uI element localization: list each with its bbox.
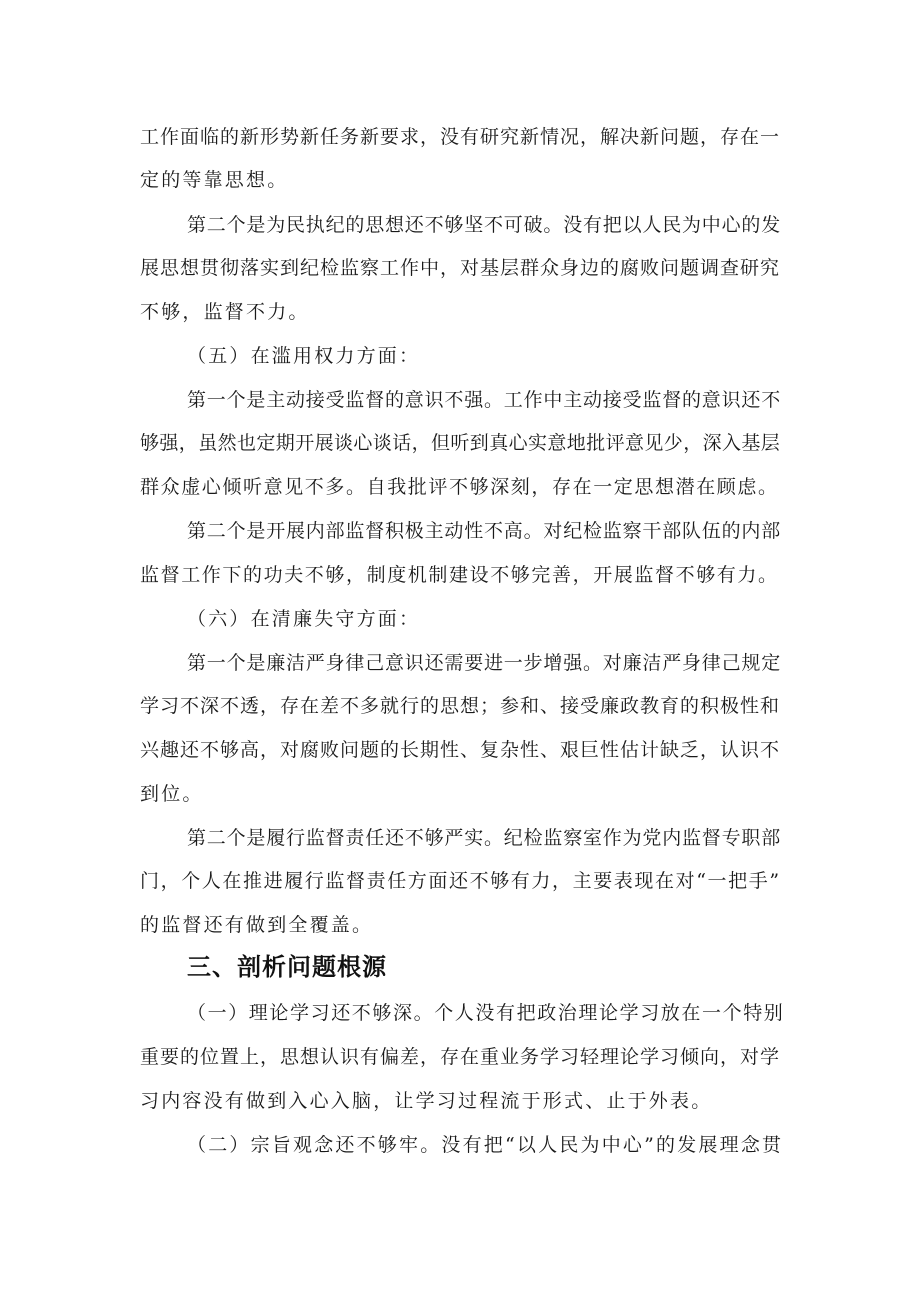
text-line: 学习不深不透，存在差不多就行的思想；参和、接受廉政教育的积极性和 bbox=[140, 695, 781, 717]
text-line: 定的等靠思想。 bbox=[140, 169, 289, 191]
subsection-title: （五）在滥用权力方面： bbox=[187, 345, 421, 367]
paragraph-first-line: 第一个是廉洁严身律己意识还需要进一步增强。对廉洁严身律己规定 bbox=[187, 652, 782, 674]
text-line: 够强，虽然也定期开展谈心谈话，但听到真心实意地批评意见少，深入基层 bbox=[140, 432, 781, 454]
text-line: 展思想贯彻落实到纪检监察工作中，对基层群众身边的腐败问题调查研究 bbox=[140, 257, 781, 279]
text-line: 门，个人在推进履行监督责任方面还不够有力，主要表现在对“一把手” bbox=[140, 870, 781, 892]
text-line: 到位。 bbox=[140, 783, 204, 805]
text-line: 工作面临的新形势新任务新要求，没有研究新情况，解决新问题，存在一 bbox=[140, 126, 781, 148]
subsection-title: （六）在清廉失守方面： bbox=[187, 608, 421, 630]
text-line: 的监督还有做到全覆盖。 bbox=[140, 914, 374, 936]
text-line: 监督工作下的功夫不够，制度机制建设不够完善，开展监督不够有力。 bbox=[140, 564, 779, 586]
text-line: 不够，监督不力。 bbox=[140, 301, 310, 323]
paragraph-first-line: 第一个是主动接受监督的意识不强。工作中主动接受监督的意识还不 bbox=[187, 389, 782, 411]
section-heading: 三、剖析问题根源 bbox=[187, 953, 387, 981]
text-line: 兴趣还不够高，对腐败问题的长期性、复杂性、艰巨性估计缺乏，认识不 bbox=[140, 739, 781, 761]
text-line: 群众虚心倾听意见不多。自我批评不够深刻，存在一定思想潜在顾虑。 bbox=[140, 476, 779, 498]
text-line: 习内容没有做到入心入脑，让学习过程流于形式、止于外表。 bbox=[140, 1090, 713, 1112]
paragraph-first-line: 第二个是开展内部监督积极主动性不高。对纪检监察干部队伍的内部 bbox=[187, 520, 782, 542]
paragraph-first-line: 第二个是履行监督责任还不够严实。纪检监察室作为党内监督专职部 bbox=[187, 827, 782, 849]
text-line: 重要的位置上，思想认识有偏差，存在重业务学习轻理论学习倾向，对学 bbox=[140, 1046, 781, 1068]
paragraph-first-line: （一）理论学习还不够深。个人没有把政治理论学习放在一个特别 bbox=[187, 1002, 785, 1024]
paragraph-first-line: 第二个是为民执纪的思想还不够坚不可破。没有把以人民为中心的发 bbox=[187, 214, 782, 236]
paragraph-first-line: （二）宗旨观念还不够牢。没有把“以人民为中心”的发展理念贯 bbox=[187, 1134, 784, 1156]
